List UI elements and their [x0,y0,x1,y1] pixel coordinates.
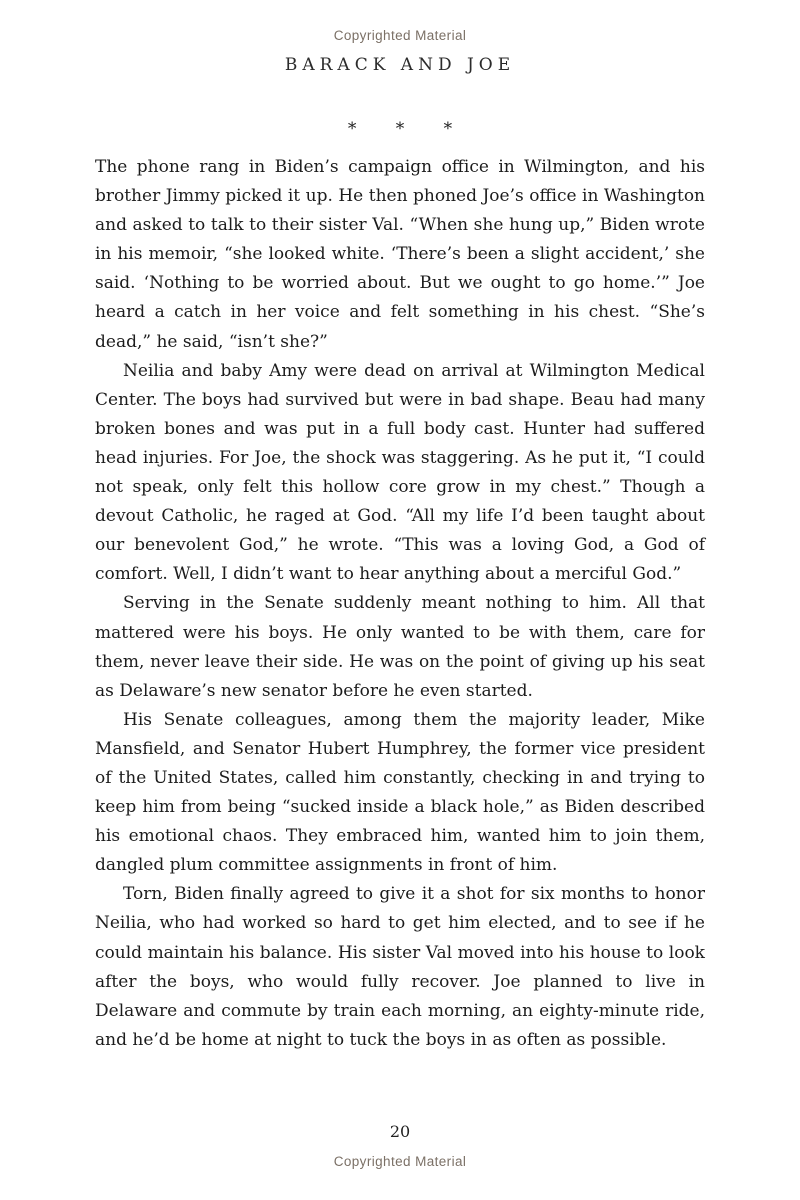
paragraph: Neilia and baby Amy were dead on arrival at Wilmington Medical Center. The boys had survived but were in bad shape. Beau had many broken bones and was put in a full body cast. Hunter had suffered head injuries. For Joe, the shock was staggering. As he put it, “I could not speak, only felt this hollow core grow in my chest.” Though a devout Catholic, he raged at God. “All my life I’d been taught about our benevolent God,” he wrote. “This was a loving God, a God of comfort. Well, I didn’t want to hear anything about a merciful God.” [95,360,705,585]
paragraph: The phone rang in Biden’s campaign office in Wilmington, and his brother Jimmy picked it up. He then phoned Joe’s office in Washington and asked to talk to their sister Val. “When she hung up,” Biden wrote in his memoir, “she looked white. ‘There’s been a slight accident,’ she said. ‘Nothing to be worried about. But we ought to go home.’” Joe heard a catch in her voice and felt something in his chest. “She’s dead,” he said, “isn’t she?” [95,157,705,352]
section-break-asterisks: * * * [347,119,453,139]
copyright-notice-bottom: Copyrighted Material [333,1154,467,1169]
paragraph: His Senate colleagues, among them the majority leader, Mike Mansfield, and Senator Hubert Humphrey, the former vice president of the United States, called him constantly, checking in and trying to keep him from being “sucked inside a black hole,” as Biden described his emotional chaos. They embraced him, wanted him to join them, dangled plum committee assignments in front of him. [95,709,705,876]
running-head-title: BARACK AND JOE [284,55,516,75]
page-number: 20 [389,1122,411,1141]
paragraph: Serving in the Senate suddenly meant nothing to him. All that mattered were his boys. He only wanted to be with them, care for them, never leave their side. He was on the point of giving up his seat as Delaware’s new senator before he even started. [95,593,705,701]
body-text-block [95,153,705,1055]
paragraph: Torn, Biden finally agreed to give it a shot for six months to honor Neilia, who had worked so hard to get him elected, and to see if he could maintain his balance. His sister Val moved into his house to look after the boys, who would fully recover. Joe planned to live in Delaware and commute by train each morning, an eighty-minute ride, and he’d be home at night to tuck the boys in as often as possible. [95,884,705,1050]
copyright-notice-top: Copyrighted Material [333,28,467,43]
